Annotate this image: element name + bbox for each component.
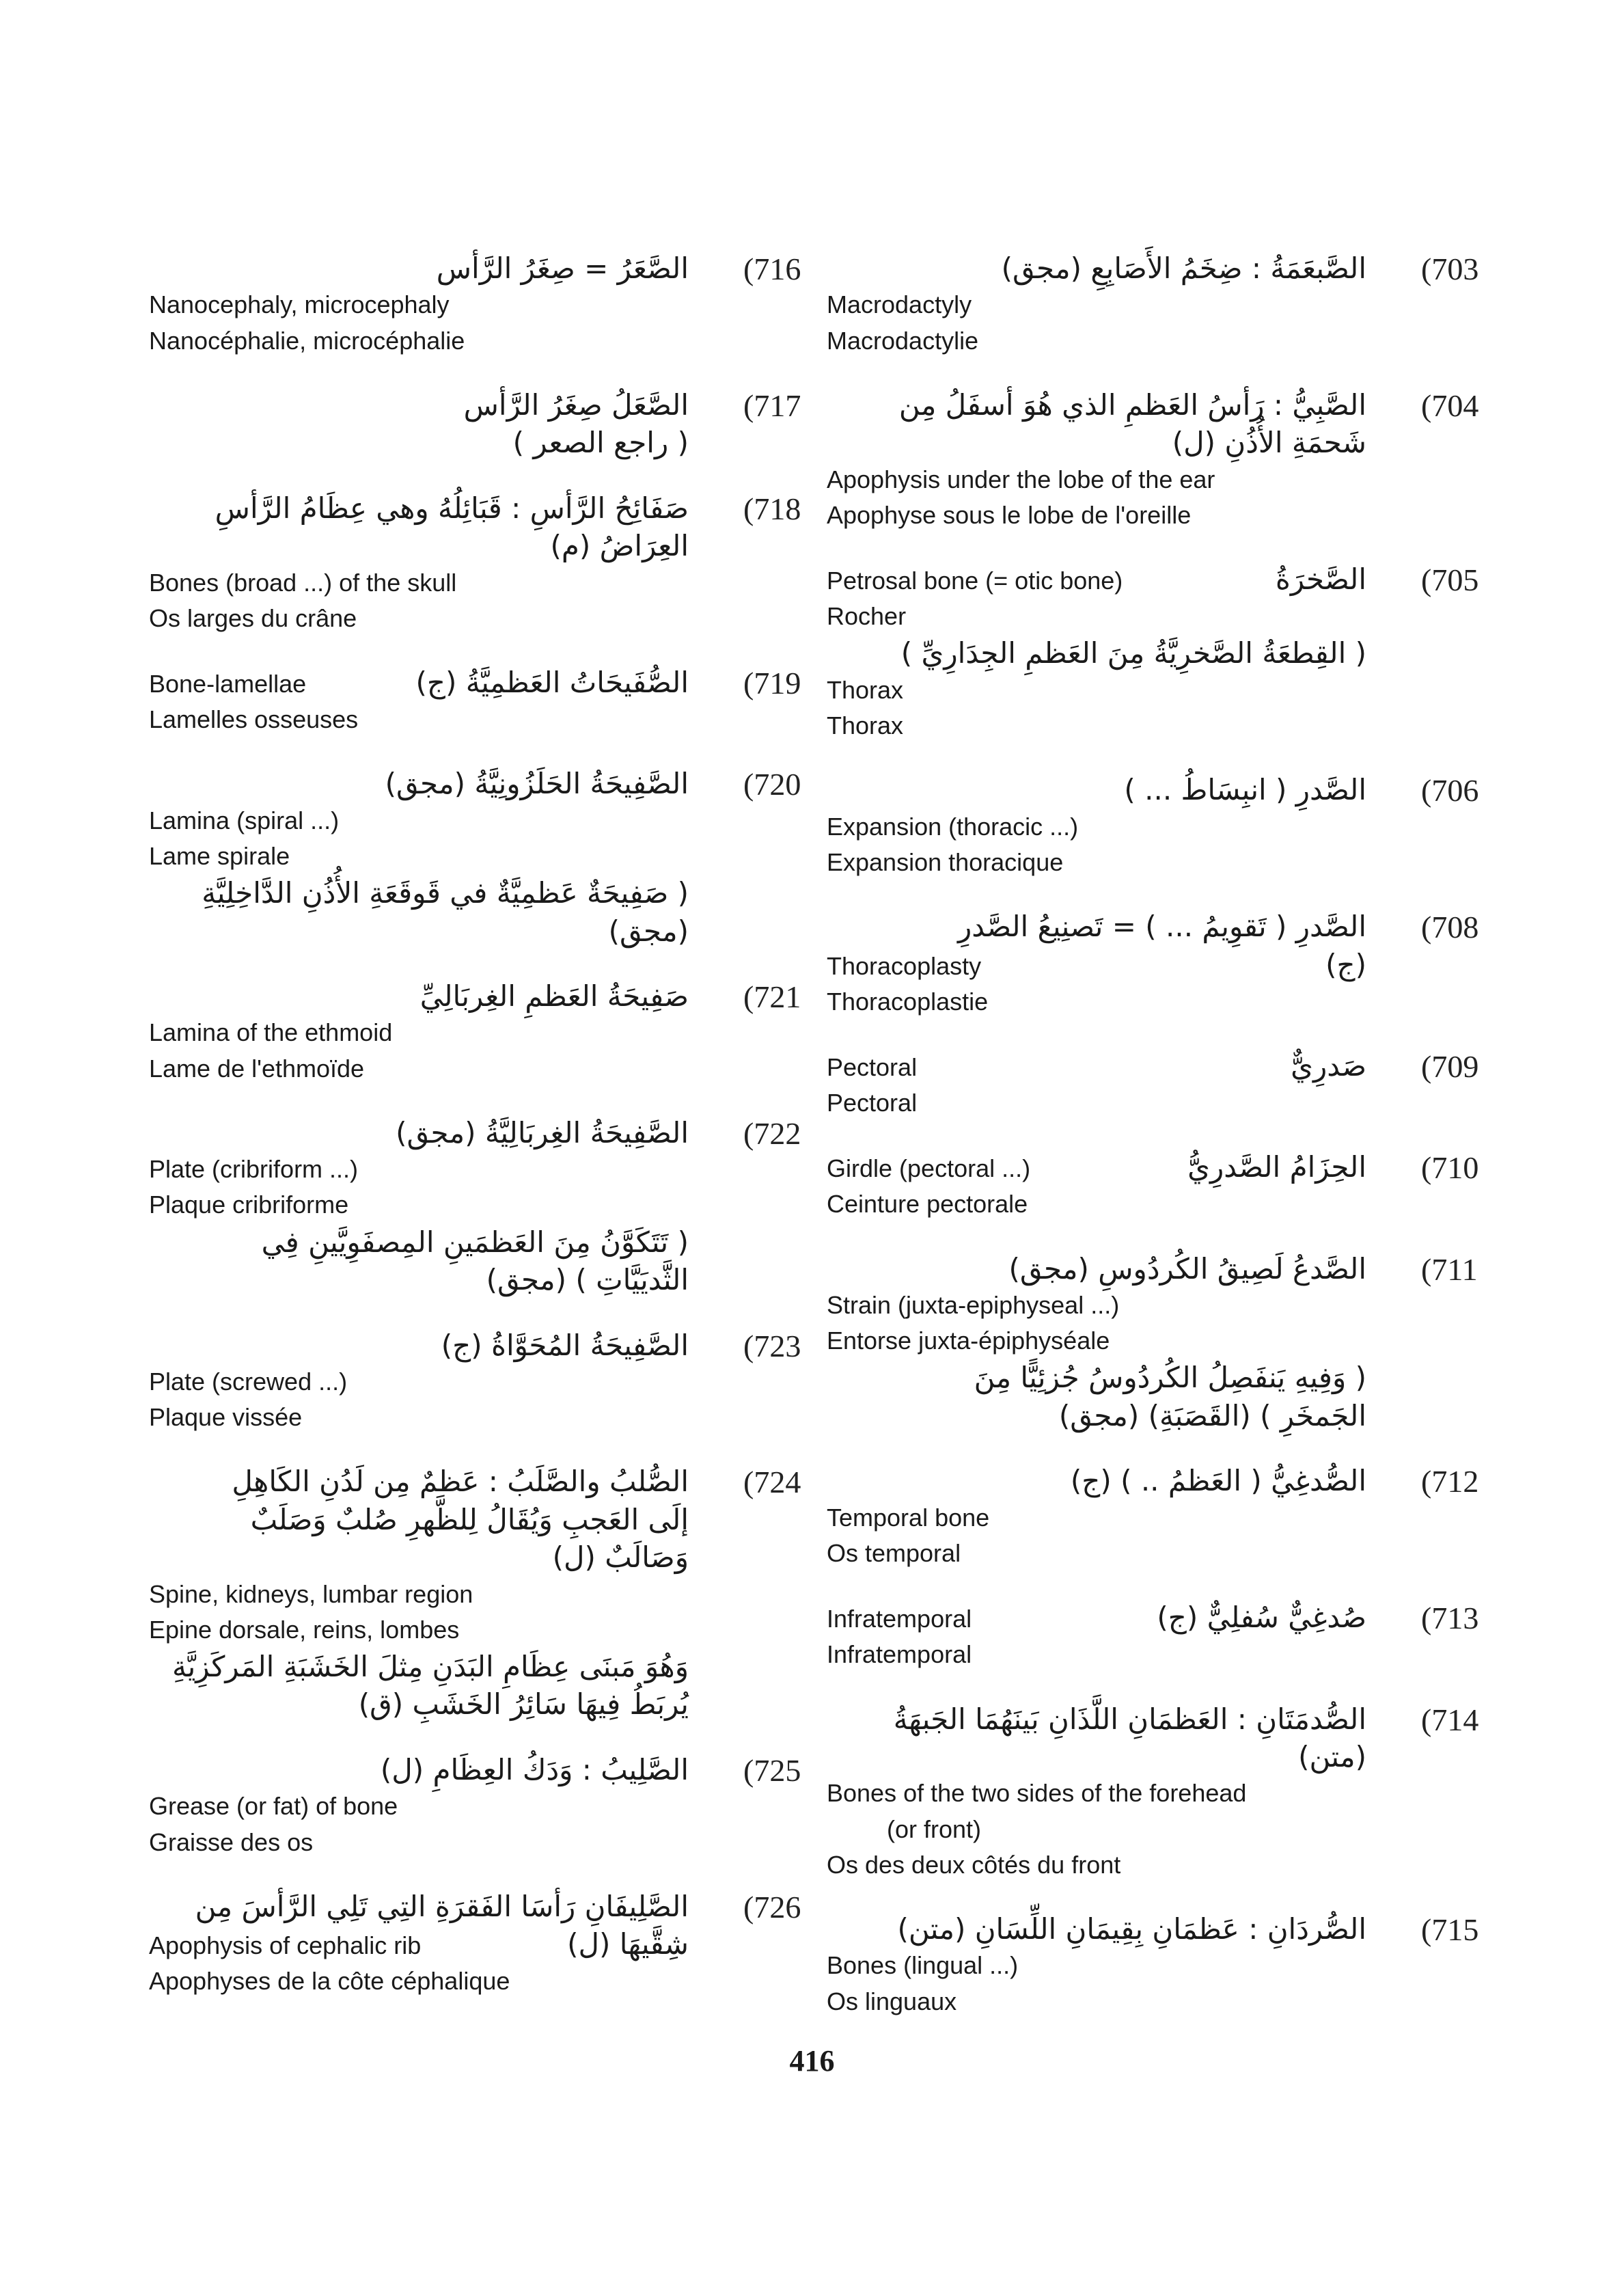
english-term-alt: Thorax [827, 675, 904, 704]
french-term: Apophyses de la côte céphalique [149, 1967, 510, 1996]
english-term: Plate (screwed ...) [149, 1367, 348, 1396]
entry-717 [149, 386, 818, 462]
arabic-source: (متن) [1298, 1739, 1366, 1773]
entry-number: (725 [743, 1752, 801, 1788]
english-term: Plate (cribriform ...) [149, 1155, 359, 1184]
arabic-term: الصَّعَرُ = صِغَرُ الرَّأس [436, 251, 689, 285]
entry-number: (708 [1421, 910, 1479, 945]
entry-726 [149, 1888, 818, 2000]
entry-706 [827, 771, 1496, 880]
entry-number: (715 [1421, 1912, 1479, 1947]
arabic-source: (ج) [1325, 947, 1366, 981]
arabic-term: الصُّلبُ والصَّلَبُ : عَظمٌ مِن لَدُنِ الكَاهِلِ [232, 1465, 689, 1499]
arabic-term-cont: شَحمَةِ الأُذُنِ (ل) [1172, 426, 1366, 460]
entry-719 [149, 664, 818, 737]
english-term: Pectoral [827, 1052, 918, 1081]
arabic-term: الصُّدغِيُّ ( العَظمُ .. ) (ج) [1070, 1464, 1366, 1498]
left-column [149, 249, 818, 2027]
arabic-note-cont: (مجق) [608, 914, 689, 948]
entry-704 [827, 386, 1496, 533]
arabic-term: الحِزَامُ الصَّدرِيُّ [1187, 1150, 1366, 1184]
arabic-term: الصُّفَيحَاتُ العَظمِيَّةُ (ج) [415, 665, 689, 699]
english-term: Apophysis of cephalic rib [149, 1931, 422, 1960]
entry-number: (705 [1421, 562, 1479, 598]
french-term: Rocher [827, 602, 907, 631]
entry-number: (721 [743, 979, 801, 1014]
arabic-term: الصَّفِيحَةُ المُحَوَّاةُ (ج) [441, 1328, 689, 1362]
english-term: Nanocephaly, microcephaly [149, 290, 450, 319]
english-term: Grease (or fat) of bone [149, 1792, 398, 1821]
entry-number: (711 [1421, 1251, 1478, 1287]
english-term: Bones of the two sides of the forehead [827, 1779, 1247, 1808]
entry-number: (720 [743, 767, 801, 802]
entry-716 [149, 249, 818, 359]
entry-number: (724 [743, 1465, 801, 1500]
french-term: Pectoral [827, 1089, 918, 1117]
english-term-cont: (or front) [887, 1814, 982, 1843]
entry-number: (722 [743, 1115, 801, 1151]
english-term: Temporal bone [827, 1503, 990, 1532]
arabic-note-cont: الجَمخَرِ ) (القَصَبَةِ) (مجق) [1058, 1398, 1366, 1432]
entry-number: (712 [1421, 1464, 1479, 1499]
arabic-note: وَهُوَ مَبنَى عِظَامِ البَدَنِ مِثلَ الخَشَبَةِ المَركَزِيَّةِ [172, 1650, 689, 1683]
page-number: 416 [789, 2044, 835, 2078]
arabic-term: الصُّردَانِ : عَظمَانِ بِقِيمَانِ اللِّسَانِ (متن) [897, 1912, 1366, 1946]
arabic-term: الصَّلِيفَانِ رَأسَا الفَقرَةِ التِي تَلِي الرَّأسَ مِن [195, 1889, 689, 1923]
arabic-term: الصَّخرَةُ [1275, 562, 1366, 597]
arabic-note: ( تَتَكَوَّنُ مِنَ العَظمَينِ المِصفَوِيَّينِ فِي [261, 1225, 689, 1259]
french-term: Expansion thoracique [827, 847, 1064, 876]
arabic-term-cont: شِقَّيهَا (ل) [567, 1927, 689, 1961]
french-term: Os larges du crâne [149, 603, 357, 632]
arabic-note: ( صَفِيحَةٌ عَظمِيَّةٌ في قَوقَعَةِ الأُذُنِ الدَّاخِلِيَّةِ [202, 876, 689, 910]
entry-number: (703 [1421, 251, 1479, 286]
arabic-note: ( وَفِيهِ يَنفَصِلُ الكُردُوسُ جُزئِيًّا مِنَ [974, 1361, 1366, 1395]
entry-718 [149, 489, 818, 636]
entry-724 [149, 1463, 818, 1724]
entry-number: (704 [1421, 388, 1479, 423]
entry-number: (706 [1421, 773, 1479, 808]
english-term: Bones (broad ...) of the skull [149, 568, 457, 597]
entry-708 [827, 908, 1496, 1020]
entry-number: (716 [743, 251, 801, 286]
arabic-note-cont: يُربَطُ فِيهَا سَائِرُ الخَشَبِ (ق) [358, 1687, 689, 1722]
french-term: Os des deux côtés du front [827, 1850, 1121, 1879]
entry-number: (714 [1421, 1702, 1479, 1737]
arabic-term: الصَّدعُ لَصِيقُ الكُردُوسِ (مجق) [1008, 1251, 1366, 1286]
french-term: Plaque cribriforme [149, 1191, 349, 1219]
entry-number: (726 [743, 1889, 801, 1925]
english-term: Girdle (pectoral ...) [827, 1154, 1031, 1183]
english-term: Bone-lamellae [149, 669, 307, 698]
english-term: Thoracoplasty [827, 951, 982, 980]
entry-710 [827, 1148, 1496, 1222]
entry-725 [149, 1751, 818, 1860]
english-term: Expansion (thoracic ...) [827, 812, 1079, 841]
french-term: Graisse des os [149, 1827, 314, 1856]
entry-number: (710 [1421, 1150, 1479, 1186]
entry-703 [827, 249, 1496, 359]
french-term: Thoracoplastie [827, 987, 989, 1016]
english-term: Infratemporal [827, 1605, 972, 1633]
entry-number: (718 [743, 491, 801, 526]
entry-713 [827, 1599, 1496, 1672]
french-term: Infratemporal [827, 1640, 972, 1669]
english-term: Lamina (spiral ...) [149, 806, 340, 834]
english-term: Strain (juxta-epiphyseal ...) [827, 1291, 1120, 1320]
arabic-term-cont: وَصَالَبٌ (ل) [552, 1540, 689, 1575]
english-term: Apophysis under the lobe of the ear [827, 465, 1215, 493]
arabic-term: صَدرِيٌّ [1291, 1048, 1366, 1083]
entry-711 [827, 1250, 1496, 1435]
french-term: Apophyse sous le lobe de l'oreille [827, 500, 1192, 529]
entry-723 [149, 1327, 818, 1436]
french-term: Lame de l'ethmoïde [149, 1054, 365, 1083]
arabic-term: الصَّفِيحَةُ الغِربَالِيَّةُ (مجق) [396, 1115, 689, 1150]
arabic-term-cont: العِرَاضُ (م) [550, 529, 689, 563]
french-term: Lamelles osseuses [149, 705, 359, 734]
french-term: Lame spirale [149, 841, 290, 870]
arabic-note-cont: الثَّديَيَّاتِ ) (مجق) [486, 1263, 689, 1297]
entry-705 [827, 560, 1496, 744]
arabic-term-cont: إلَى العَجبِ وَيُقَالُ لِلظَّهرِ صُلبٌ وَصَلَبٌ [250, 1502, 689, 1536]
arabic-term: صَفِيحَةُ العَظمِ الغِربَالِيِّ [419, 979, 689, 1013]
french-term: Entorse juxta-épiphyséale [827, 1327, 1110, 1355]
arabic-term: الصَّبِيُّ : رَأسُ العَظمِ الذي هُوَ أسفَلُ مِن [898, 388, 1366, 422]
entry-721 [149, 977, 818, 1087]
french-term-alt: Thorax [827, 711, 904, 740]
entry-number: (723 [743, 1328, 801, 1363]
entry-number: (709 [1421, 1048, 1479, 1084]
arabic-note: ( راجع الصعر ) [512, 426, 689, 460]
right-column [827, 249, 1496, 2047]
arabic-note: ( القِطعَةُ الصَّخرِيَّةُ مِنَ العَظمِ الجِدَارِيِّ ) [900, 636, 1366, 670]
entry-712 [827, 1462, 1496, 1571]
french-term: Os temporal [827, 1538, 961, 1567]
arabic-term: الصَّدرِ ( انبِسَاطُ ... ) [1124, 773, 1366, 807]
entry-number: (717 [743, 388, 801, 423]
arabic-term: الصُّدمَتَانِ : العَظمَانِ اللَّذَانِ بَينَهُمَا الجَبهَةُ [893, 1702, 1366, 1736]
arabic-term: الصَّبعَمَةُ : ضِخَمُ الأَصَابِعِ (مجق) [1001, 251, 1366, 285]
entry-720 [149, 765, 818, 950]
french-term: Macrodactylie [827, 326, 979, 355]
arabic-term: الصَّعَلُ صِغَرُ الرَّأس [463, 388, 689, 422]
english-term: Lamina of the ethmoid [149, 1018, 393, 1047]
entry-number: (713 [1421, 1601, 1479, 1636]
english-term: Petrosal bone (= otic bone) [827, 567, 1123, 595]
french-term: Ceinture pectorale [827, 1190, 1028, 1219]
arabic-term: الصَّفِيحَةُ الحَلَزُونِيَّةُ (مجق) [385, 767, 689, 801]
french-term: Nanocéphalie, microcéphalie [149, 326, 465, 355]
entry-number: (719 [743, 665, 801, 701]
arabic-term: صَفَائِحُ الرَّأسِ : قَبَائِلُهُ وهي عِظَامُ الرَّأسِ [215, 491, 689, 525]
french-term: Plaque vissée [149, 1403, 303, 1432]
entry-714 [827, 1700, 1496, 1883]
english-term: Bones (lingual ...) [827, 1951, 1019, 1980]
entry-715 [827, 1910, 1496, 2020]
entry-709 [827, 1047, 1496, 1121]
english-term: Spine, kidneys, lumbar region [149, 1579, 473, 1608]
french-term: Os linguaux [827, 1987, 957, 2015]
french-term: Epine dorsale, reins, lombes [149, 1615, 460, 1644]
english-term: Macrodactyly [827, 290, 972, 319]
arabic-term: الصَّلِيبُ : وَدَكُ العِظَامِ (ل) [380, 1752, 689, 1786]
arabic-term: الصَّدرِ ( تَقوِيمُ ... ) = تَصنِيعُ الصَّدرِ [958, 910, 1366, 944]
arabic-term: صُدغِيٌّ سُفلِيٌّ (ج) [1157, 1601, 1366, 1635]
entry-722 [149, 1114, 818, 1299]
